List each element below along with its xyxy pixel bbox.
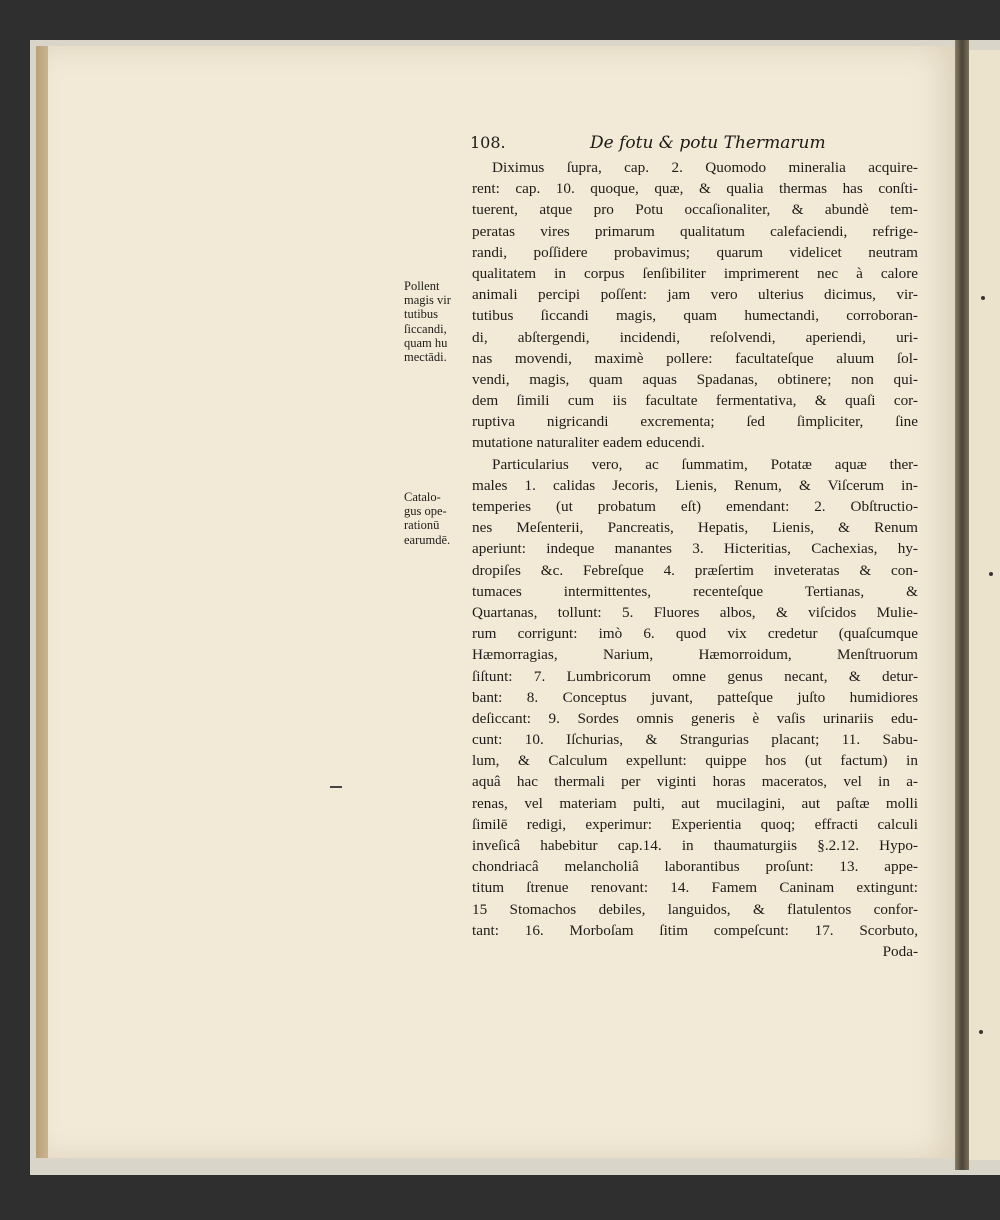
text-line: vendi, magis, quam aquas Spadanas, obtinere; non qui- [472, 370, 918, 388]
text-line: bant: 8. Conceptus juvant, patteſque juſto humidiores [472, 688, 918, 706]
marginal-note-line: Catalo- [404, 490, 441, 504]
marginal-note [404, 279, 451, 364]
marginal-note-line: magis vir [404, 293, 451, 308]
text-line: aquâ hac thermali per viginti horas maceratos, vel in a- [472, 773, 918, 791]
page-number: 108. [470, 133, 506, 152]
text-line: tuerent, atque pro Potu occaſionaliter, & abundè tem- [472, 201, 918, 219]
ink-dot [989, 572, 993, 576]
text-line: ſiſtunt: 7. Lumbricorum omne genus necant, & detur- [472, 667, 918, 685]
text-line: Quartanas, tollunt: 5. Fluores albos, & viſcidos Mulie- [472, 603, 918, 621]
text-line: dropiſes &c. Febreſque 4. præſertim inveteratas & con- [472, 561, 918, 579]
text-line: qualitatem in corpus ſenſibiliter imprimerent nec à calore [472, 264, 918, 282]
text-line: renas, vel materiam pulti, aut mucilagini, aut paſtæ molli [472, 794, 918, 812]
running-head [470, 133, 906, 157]
text-line: inveſicâ habebitur cap.14. in thaumaturgiis §.2.12. Hypo- [472, 837, 918, 854]
ink-dot [979, 1030, 983, 1034]
text-line: tumaces intermittentes, recenteſque Tertianas, & [472, 582, 918, 600]
text-line: randi, poſſidere probavimus; quarum videlicet neutram [472, 243, 918, 261]
running-title: De fotu & potu Thermarum [590, 133, 826, 153]
text-line: aperiunt: indeque manantes 3. Hicteritias, Cachexias, hy- [472, 540, 918, 558]
body-text [472, 157, 918, 962]
text-line: titum ſtrenue renovant: 14. Famem Caninam extingunt: [472, 879, 918, 897]
ink-dot [981, 296, 985, 300]
text-line: rent: cap. 10. quoque, quæ, & qualia thermas has conſti- [472, 180, 918, 198]
text-line: nas movendi, maximè pollere: facultateſque aluum ſol- [472, 349, 918, 367]
text-line: rum corrigunt: imò 6. quod vix credetur (quaſcumque [472, 625, 918, 643]
catchword: Poda- [882, 942, 918, 960]
marginal-note-line: rationū [404, 518, 440, 533]
marginal-note-line: ſiccandi, [404, 321, 447, 336]
book-gutter [955, 40, 969, 1170]
marginal-note-line: mectādi. [404, 349, 447, 364]
text-line: Particularius vero, ac ſummatim, Potatæ aquæ ther- [492, 455, 918, 473]
marginal-note-line: tutibus [404, 307, 439, 322]
text-line: nes Meſenterii, Pancreatis, Hepatis, Lienis, & Renum [472, 519, 918, 537]
text-line: cunt: 10. Iſchurias, & Strangurias placant; 11. Sabu- [472, 731, 918, 749]
marginal-note-line: earumdē. [404, 532, 451, 547]
marginal-note [404, 490, 450, 547]
facing-page-edge [969, 50, 1000, 1160]
text-line: Hæmorragias, Narium, Hæmorroidum, Menſtruorum [472, 646, 918, 664]
text-line: peratas vires primarum qualitatum calefaciendi, refrige- [472, 222, 918, 240]
text-line: temperies (ut probatum eſt) emendant: 2. Obſtructio- [472, 498, 918, 515]
ink-mark [330, 786, 342, 788]
text-line: tant: 16. Morboſam ſitim compeſcunt: 17. Scorbuto, [472, 921, 918, 939]
marginal-note-line: gus ope- [404, 504, 447, 519]
text-line: ſimilē redigi, experimur: Experientia quoq; effracti calculi [472, 815, 918, 833]
text-line: Diximus ſupra, cap. 2. Quomodo mineralia acquire- [492, 159, 918, 176]
text-line: dem ſimili cum iis facultate fermentativa, & quaſi cor- [472, 392, 918, 410]
text-line: mutatione naturaliter eadem educendi. [472, 434, 705, 452]
text-line: 15 Stomachos debiles, languidos, & flatulentos confor- [472, 900, 918, 918]
text-line: males 1. calidas Jecoris, Lienis, Renum, & Viſcerum in- [472, 476, 918, 494]
marginal-note-line: quam hu [404, 335, 448, 350]
text-line: tutibus ſiccandi magis, quam humectandi, corroboran- [472, 307, 918, 325]
text-line: di, abſtergendi, incidendi, reſolvendi, aperiendi, uri- [472, 328, 918, 346]
text-line: ruptiva nigricandi excrementa; ſed ſimpliciter, ſine [472, 413, 918, 431]
text-line: lum, & Calculum expellunt: quippe hos (ut factum) in [472, 752, 918, 770]
text-line: chondriacâ melancholiâ laborantibus proſunt: 13. appe- [472, 858, 918, 876]
text-line: deſiccant: 9. Sordes omnis generis è vaſis urinariis edu- [472, 709, 918, 727]
marginal-note-line: Pollent [404, 279, 440, 293]
text-line: animali percipi poſſent: jam vero ulterius dicimus, vir- [472, 286, 918, 304]
